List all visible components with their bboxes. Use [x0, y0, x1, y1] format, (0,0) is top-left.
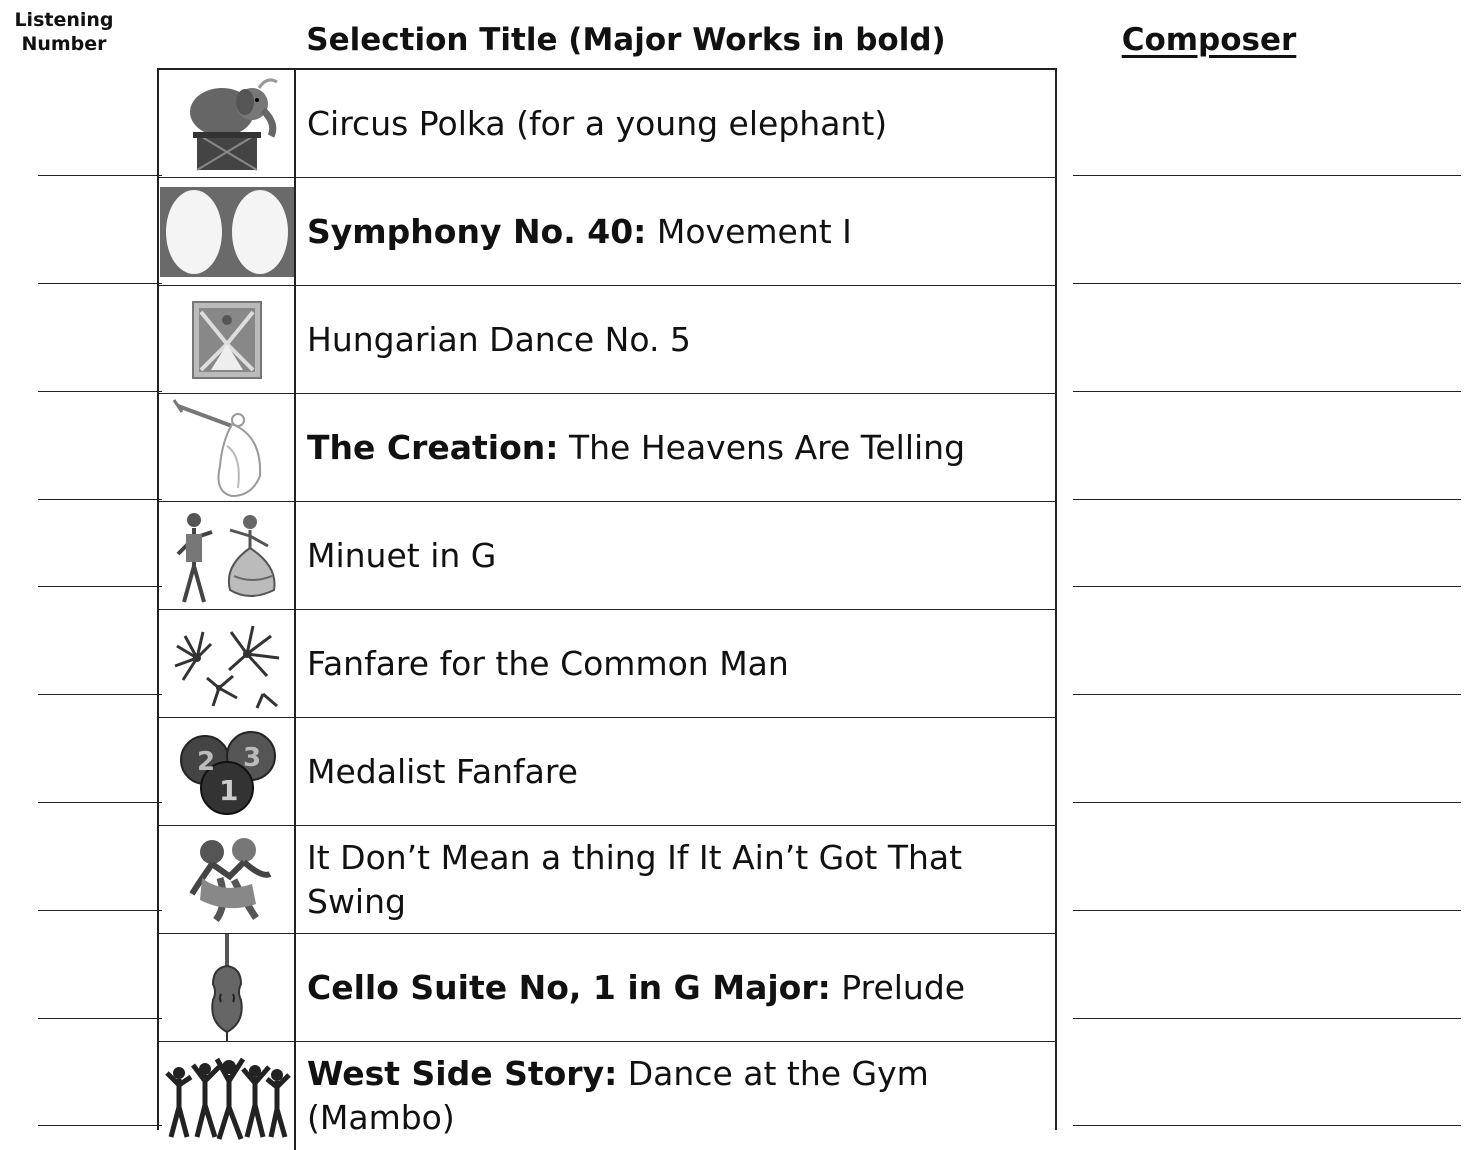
composer-blank[interactable] [1073, 499, 1461, 500]
listening-number-blank[interactable] [38, 499, 162, 500]
table-row [159, 934, 1055, 1042]
composer-blank[interactable] [1073, 1125, 1461, 1126]
table-row [159, 394, 1055, 502]
composer-blank[interactable] [1073, 910, 1461, 911]
table-row [159, 718, 1055, 826]
table-row [159, 610, 1055, 718]
selection-title: Circus Polka (for a young elephant) [307, 103, 888, 143]
swing-dancers-icon [159, 826, 296, 933]
listening-number-blank[interactable] [38, 694, 162, 695]
cello-icon [159, 934, 296, 1041]
svg-text:3: 3 [242, 742, 261, 773]
selection-title: Fanfare for the Common Man [307, 643, 789, 683]
listening-number-blank[interactable] [38, 802, 162, 803]
composer-header: Composer [1121, 22, 1297, 58]
composer-blank[interactable] [1073, 175, 1461, 176]
selection-title: Hungarian Dance No. 5 [307, 319, 691, 359]
svg-text:1: 1 [218, 773, 238, 807]
table-row [159, 286, 1055, 394]
elephant-icon [159, 70, 296, 177]
table-row [159, 502, 1055, 610]
selection-title: Minuet in G [307, 535, 497, 575]
listening-number-header: Listening Number [14, 9, 114, 55]
selection-title-header: Selection Title (Major Works in bold) [306, 22, 946, 58]
listening-number-blank[interactable] [38, 910, 162, 911]
dancing-crowd-icon [159, 1042, 296, 1150]
listening-number-blank[interactable] [38, 1125, 162, 1126]
selection-title: West Side Story: Dance at the Gym (Mambo) [307, 1054, 929, 1137]
selection-title: It Don’t Mean a thing If It Ain’t Got That Swing [307, 837, 963, 921]
listening-number-blank[interactable] [38, 1018, 162, 1019]
composer-blank[interactable] [1073, 586, 1461, 587]
table-row [159, 178, 1055, 286]
svg-text:2: 2 [196, 746, 215, 777]
fireworks-icon [159, 610, 296, 717]
medals-icon [159, 718, 296, 825]
selection-title: The Creation: The Heavens Are Telling [307, 427, 966, 467]
symphony-icon [159, 178, 296, 285]
listening-number-blank[interactable] [38, 586, 162, 587]
listening-number-blank[interactable] [38, 283, 162, 284]
listening-number-blank[interactable] [38, 175, 162, 176]
angel-trumpet-icon [159, 394, 296, 501]
minuet-dancers-icon [159, 502, 296, 609]
composer-blank[interactable] [1073, 802, 1461, 803]
composer-blank[interactable] [1073, 1018, 1461, 1019]
composer-blank[interactable] [1073, 391, 1461, 392]
composer-blank[interactable] [1073, 694, 1461, 695]
table-row [159, 826, 1055, 934]
composer-blank[interactable] [1073, 283, 1461, 284]
table-row [159, 70, 1055, 178]
table-row [159, 1042, 1055, 1150]
selection-title: Medalist Fanfare [307, 751, 578, 791]
listening-number-blank[interactable] [38, 391, 162, 392]
listening-table [157, 68, 1057, 1137]
selection-title: Cello Suite No, 1 in G Major: Prelude [307, 967, 966, 1007]
hungarian-dance-icon [159, 286, 296, 393]
selection-title: Symphony No. 40: Movement I [307, 211, 852, 251]
